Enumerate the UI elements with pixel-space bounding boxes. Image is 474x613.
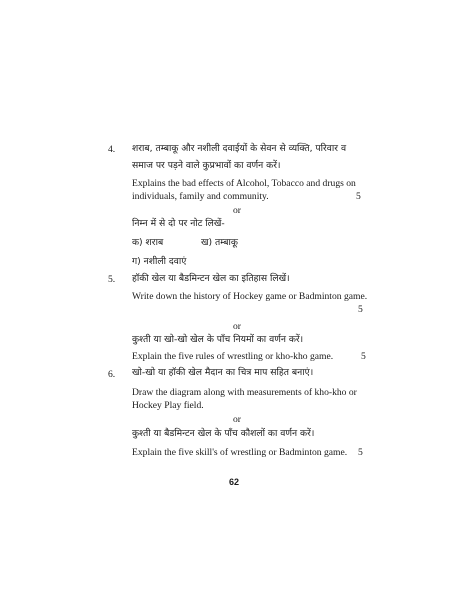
q6-or-separator: or <box>233 414 241 425</box>
q4-hindi-line1: शराब, तम्बाकू और नशीली दवाईयों के सेवन से व्यक्ति, परिवार व <box>132 143 347 154</box>
q4-option-c: ग) नशीली दवाएं <box>132 256 187 267</box>
q4-number: 4. <box>108 144 116 155</box>
q5-english: Write down the history of Hockey game or Badminton game. <box>132 291 368 302</box>
q4-english-line1: Explains the bad effects of Alcohol, Tobacco and drugs on <box>132 178 356 189</box>
q5-or-separator: or <box>233 321 241 332</box>
q4-notes-instruction: निम्न में से दो पर नोट लिखें- <box>132 218 225 229</box>
q4-english-line2: individuals, family and community. <box>132 191 269 202</box>
q4-or-separator: or <box>233 205 241 216</box>
q5-marks: 5 <box>358 304 363 315</box>
q5-english-alt: Explain the five rules of wrestling or kho-kho game. <box>132 351 334 362</box>
q5-marks-alt: 5 <box>361 351 366 362</box>
q6-hindi-alt: कुश्ती या बैडमिन्टन खेल के पाँच कौशलों का वर्णन करें। <box>132 428 315 439</box>
q5-number: 5. <box>108 274 116 285</box>
q6-english-line1: Draw the diagram along with measurements of kho-kho or <box>132 387 357 398</box>
q6-marks-alt: 5 <box>358 447 363 458</box>
q6-english-line2: Hockey Play field. <box>132 400 204 411</box>
q6-number: 6. <box>108 369 116 380</box>
q6-english-alt: Explain the five skill's of wrestling or Badminton game. <box>132 447 348 458</box>
q5-hindi-alt: कुश्ती या खो-खो खेल के पाँच नियमों का वर्णन करें। <box>132 334 304 345</box>
q4-hindi-line2: समाज पर पड़ने वाले कुप्रभावों का वर्णन करें। <box>132 160 281 171</box>
q5-hindi: हॉकी खेल या बैडमिन्टन खेल का इतिहास लिखें। <box>132 273 290 284</box>
q4-option-a: क) शराब <box>132 237 164 248</box>
q4-option-b: ख) तम्बाकू <box>201 237 238 248</box>
page-number: 62 <box>229 477 240 487</box>
q4-marks: 5 <box>356 191 361 202</box>
q6-hindi: खो-खो या हॉकी खेल मैदान का चित्र माप सहित बनाएं। <box>132 367 314 378</box>
